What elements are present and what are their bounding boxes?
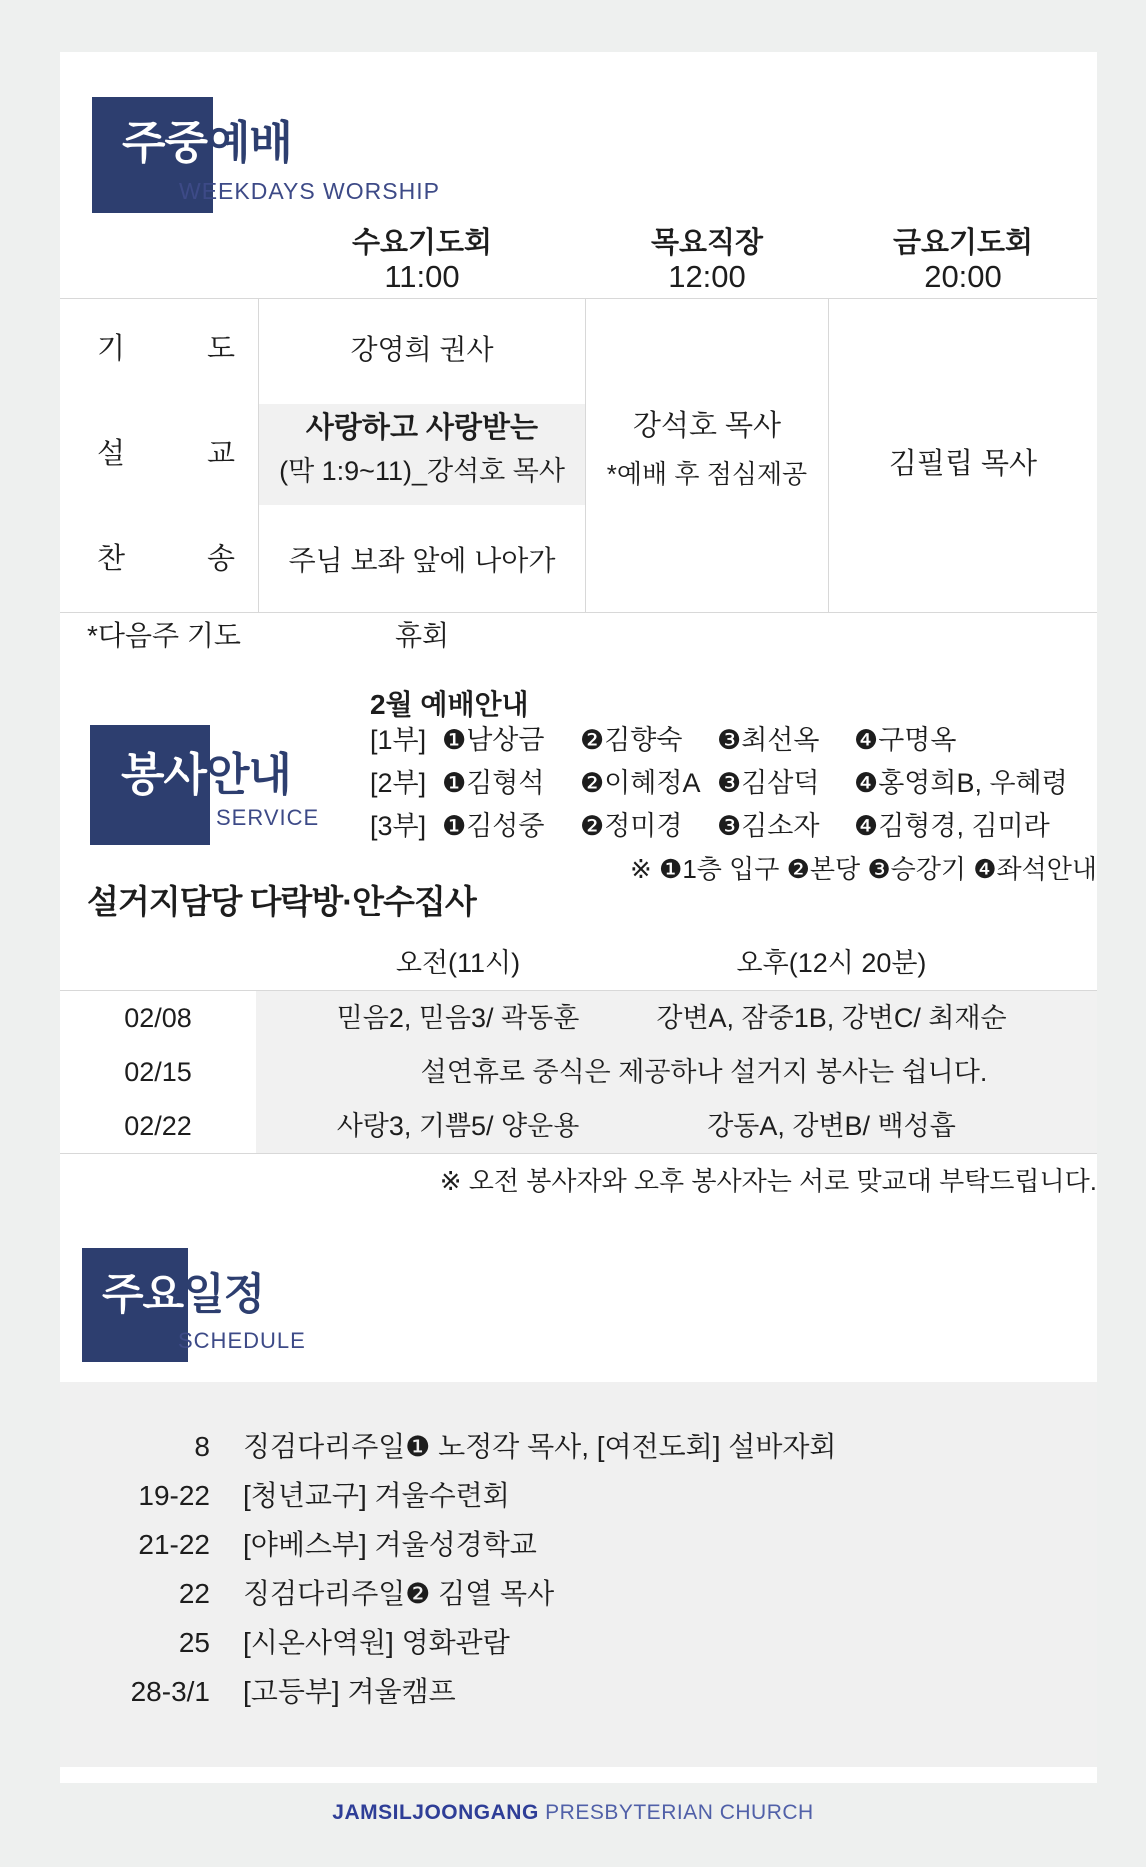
service-slot: ❷정미경 [580, 811, 683, 841]
schedule-item-date: 19-22 [138, 1480, 210, 1511]
logo-title-highlight: 봉사 [121, 749, 206, 800]
service-slot: ❸김삼덕 [717, 768, 820, 798]
friday-pastor-cell: 김필립 목사 [888, 448, 1038, 480]
church-brand-name: JAMSILJOONGANG [332, 1801, 539, 1824]
service-part-label: [3부] [370, 811, 427, 841]
dishwashing-row-date: 02/15 [124, 1057, 192, 1087]
schedule-item-description: 징검다리주일❷ 김열 목사 [243, 1578, 555, 1609]
wednesday-sermon-reference: (막 1:9~11)_강석호 목사 [279, 456, 565, 486]
schedule-item-date: 28-3/1 [130, 1676, 210, 1707]
service-part-label: [1부] [370, 725, 427, 755]
service-location-legend: ※ ❶1층 입구 ❷본당 ❸승강기 ❹좌석안내 [630, 854, 1097, 884]
label-char: 송 [206, 543, 235, 575]
logo-title-highlight: 주요 [102, 1271, 184, 1319]
schedule-item-description: [고등부] 겨울캠프 [243, 1676, 456, 1707]
dishwashing-table-bottom-border [60, 1153, 1097, 1154]
next-week-prayer-label: *다음주 기도 [87, 620, 241, 651]
worship-col-thursday-title: 목요직장 [650, 227, 764, 259]
service-part-label: [2부] [370, 768, 427, 798]
church-name-footer [0, 1802, 1146, 1823]
dishwashing-row-morning: 사랑3, 기쁨5/ 양운용 [336, 1111, 580, 1141]
schedule-logo-subtitle: SCHEDULE [178, 1328, 306, 1353]
service-slot: ❹김형경, 김미라 [854, 811, 1050, 841]
schedule-item-date: 21-22 [138, 1529, 210, 1560]
label-char: 찬 [97, 543, 126, 575]
schedule-item-date: 25 [178, 1627, 210, 1658]
wednesday-prayer-cell: 강영희 권사 [350, 334, 494, 365]
dishwashing-row-morning: 믿음2, 믿음3/ 곽동훈 [336, 1003, 580, 1033]
schedule-item-date: 22 [178, 1578, 210, 1609]
label-char: 설 [97, 438, 126, 470]
thursday-lunch-note: *예배 후 점심제공 [606, 459, 808, 489]
dishwashing-row-merged-note: 설연휴로 중식은 제공하나 설거지 봉사는 쉽니다. [420, 1057, 988, 1087]
worship-row-label-sermon [97, 440, 235, 469]
service-slot: ❹홍영희B, 우혜령 [854, 768, 1068, 798]
schedule-item-description: [시온사역원] 영화관람 [243, 1627, 510, 1658]
worship-table-bottom-border [60, 612, 1097, 613]
service-slot: ❶남상금 [442, 725, 545, 755]
worship-col-friday-time: 20:00 [924, 259, 1002, 294]
dishwashing-afternoon-header: 오후(12시 20분) [736, 948, 927, 978]
dishwashing-swap-note: ※ 오전 봉사자와 오후 봉사자는 서로 맞교대 부탁드립니다. [439, 1166, 1097, 1196]
service-assignment-row-3 [370, 813, 1050, 840]
worship-row-label-hymn [97, 545, 235, 574]
worship-table-top-border [60, 298, 1097, 299]
service-slot: ❸최선옥 [717, 725, 820, 755]
service-logo-subtitle: SERVICE [216, 805, 320, 830]
service-slot: ❶김성중 [442, 811, 545, 841]
dishwashing-row-date: 02/08 [124, 1003, 192, 1033]
logo-title-highlight: 주중 [122, 117, 207, 168]
schedule-item-description: [야베스부] 겨울성경학교 [243, 1529, 537, 1560]
service-assignment-row-2 [370, 770, 1068, 797]
dishwashing-row-afternoon: 강동A, 강변B/ 백성흡 [707, 1111, 956, 1141]
service-assignment-row-1 [370, 727, 956, 754]
service-month-title: 2월 예배안내 [370, 689, 529, 720]
dishwashing-morning-header: 오전(11시) [395, 948, 521, 978]
wednesday-hymn-cell: 주님 보좌 앞에 나아가 [288, 545, 556, 576]
worship-col-thursday-time: 12:00 [668, 259, 746, 294]
weekday-worship-logo-subtitle: WEEKDAYS WORSHIP [179, 178, 440, 204]
logo-title-rest: 일정 [183, 1271, 265, 1319]
schedule-logo-title [102, 1271, 265, 1319]
weekday-worship-logo-title [122, 117, 292, 168]
service-slot: ❷김향숙 [580, 725, 683, 755]
label-char: 도 [206, 333, 235, 365]
thursday-pastor-cell: 강석호 목사 [632, 410, 782, 442]
schedule-item-description: [청년교구] 겨울수련회 [243, 1480, 510, 1511]
dishwashing-row-afternoon: 강변A, 잠중1B, 강변C/ 최재순 [656, 1003, 1007, 1033]
label-char: 교 [206, 438, 235, 470]
worship-row-label-prayer [97, 335, 235, 364]
wednesday-sermon-title: 사랑하고 사랑받는 [305, 412, 539, 444]
service-logo-title [121, 749, 291, 800]
dishwashing-title: 설거지담당 다락방·안수집사 [87, 883, 476, 920]
church-name-rest: PRESBYTERIAN CHURCH [545, 1801, 814, 1824]
service-slot: ❶김형석 [442, 768, 545, 798]
worship-table-divider-2 [585, 298, 586, 612]
worship-col-wednesday-time: 11:00 [384, 259, 460, 294]
logo-title-rest: 예배 [206, 117, 292, 168]
worship-col-wednesday-title: 수요기도회 [351, 227, 493, 259]
worship-col-friday-title: 금요기도회 [892, 227, 1034, 259]
service-slot: ❹구명옥 [854, 725, 957, 755]
label-char: 기 [97, 333, 126, 365]
logo-title-rest: 안내 [205, 749, 291, 800]
service-slot: ❷이혜정A [580, 768, 701, 798]
dishwashing-row-date: 02/22 [124, 1111, 192, 1141]
service-slot: ❸김소자 [717, 811, 820, 841]
next-week-prayer-value: 휴회 [394, 620, 450, 651]
schedule-item-description: 징검다리주일❶ 노정각 목사, [여전도회] 설바자회 [243, 1431, 837, 1462]
schedule-item-date: 8 [194, 1431, 210, 1462]
